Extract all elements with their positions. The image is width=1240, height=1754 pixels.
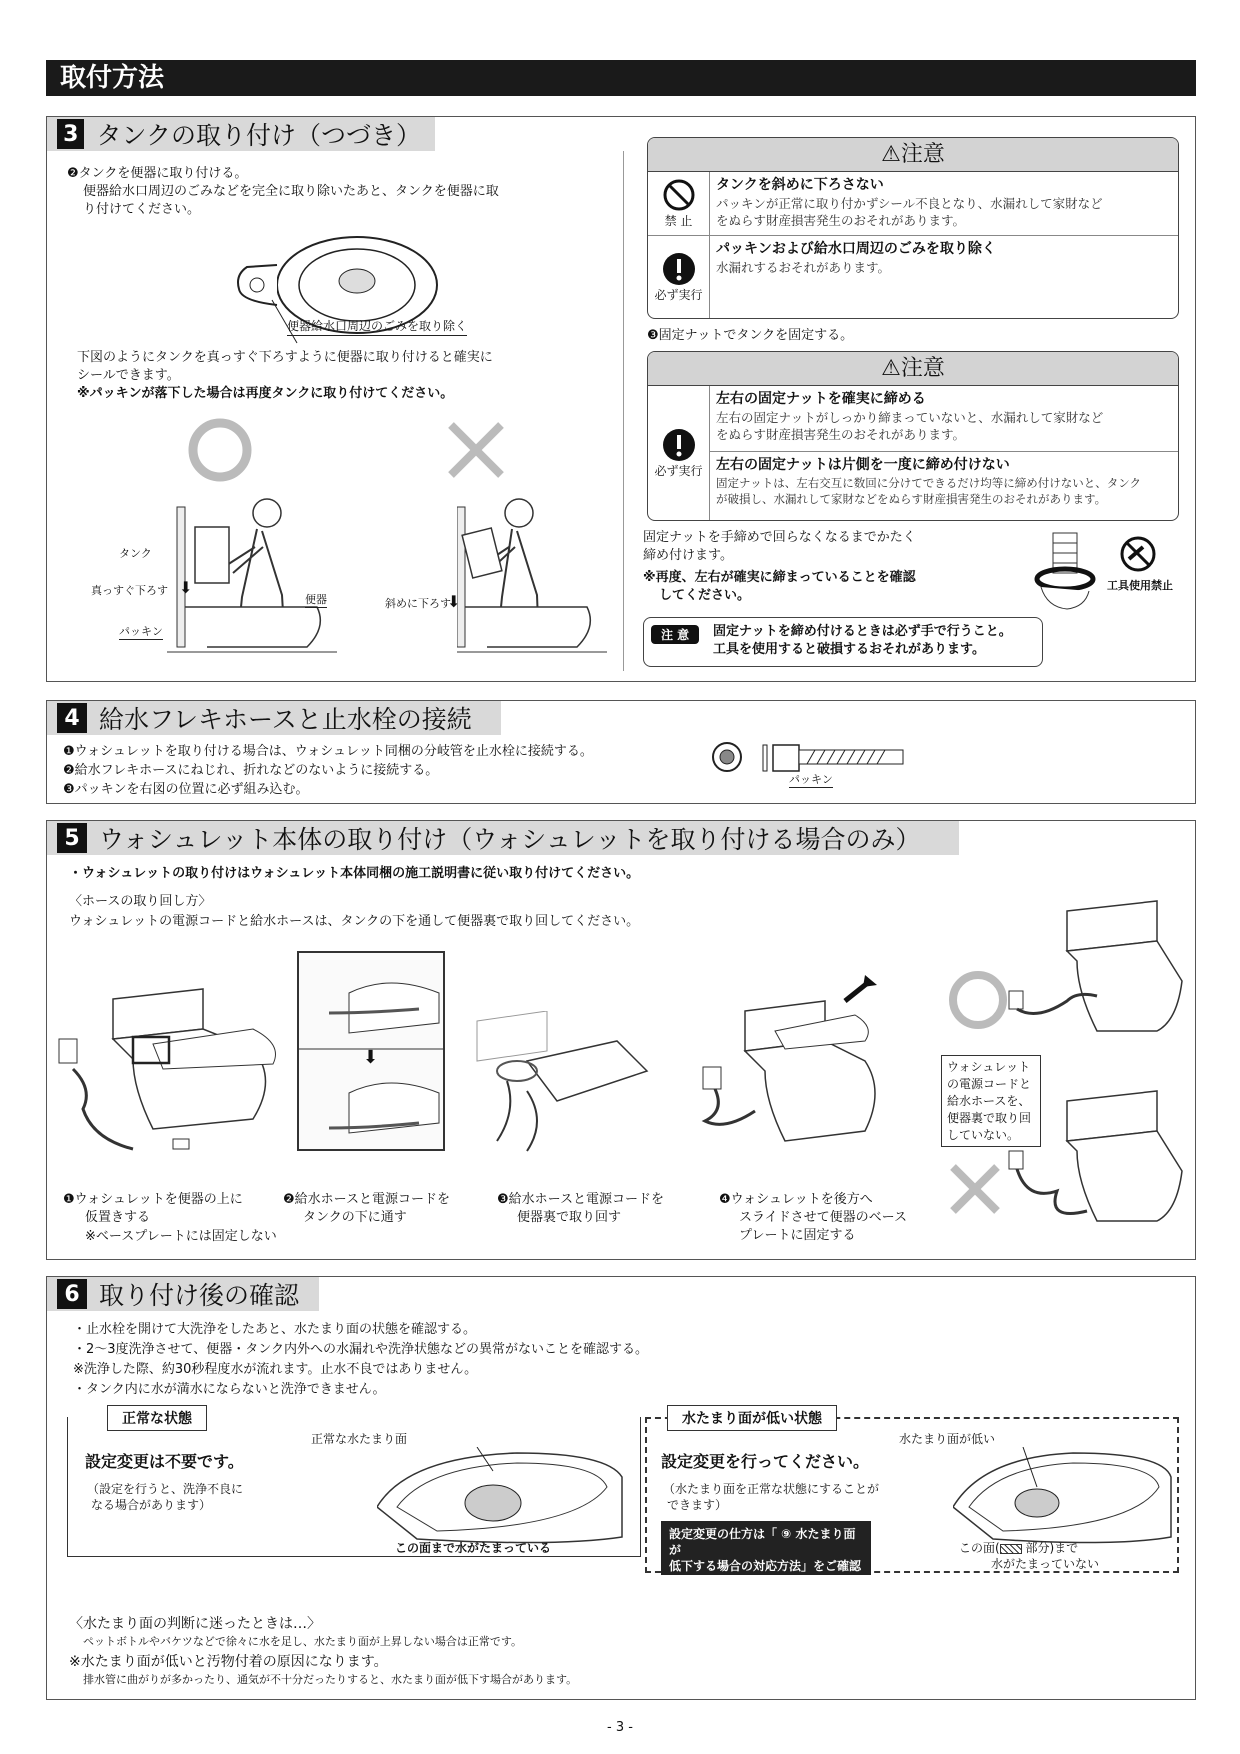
caution-icon-label: 必ず実行 bbox=[654, 287, 703, 302]
intro-text: ・ウォシュレットの取り付けはウォシュレット本体同梱の施工説明書に従い取り付けてください。 bbox=[69, 866, 640, 881]
step-caption: スライドさせて便器のベース bbox=[739, 1210, 907, 1225]
washlet-ok-figure bbox=[1007, 881, 1187, 1041]
caution-title: 左右の固定ナットを確実に締める bbox=[716, 391, 926, 407]
step-caption: ❹ウォシュレットを後方へ bbox=[719, 1192, 873, 1207]
no-tool-icon bbox=[1119, 535, 1157, 573]
figure-label: 水たまり面が低い bbox=[899, 1432, 996, 1446]
paragraph: 下図のようにタンクを真っすぐ下ろすように便器に取り付けると確実に bbox=[77, 350, 493, 365]
step-caption: ❷給水ホースと電源コードを bbox=[283, 1192, 451, 1207]
packing-label: パッキン bbox=[789, 773, 833, 786]
low-state-note: できます） bbox=[667, 1498, 728, 1512]
caution-header: ⚠注意 bbox=[648, 352, 1178, 386]
caution-title: 左右の固定ナットは片側を一度に締め付けない bbox=[716, 457, 1010, 473]
note-text: 固定ナットを締め付けるときは必ず手で行うこと。 bbox=[713, 624, 1012, 639]
section-number: 5 bbox=[57, 823, 87, 853]
footnote-heading: ※水たまり面が低いと汚物付着の原因になります。 bbox=[69, 1654, 388, 1670]
step-caption-note: ※ベースプレートには固定しない bbox=[85, 1229, 277, 1244]
footnote-heading: 〈水たまり面の判断に迷ったときは…〉 bbox=[69, 1616, 321, 1632]
footnote-text: ペットボトルやバケツなどで徐々に水を足し、水たまり面が上昇しない場合は正常です。 bbox=[83, 1635, 523, 1648]
normal-state-tag: 正常な状態 bbox=[107, 1405, 207, 1431]
check-line: ・タンク内に水が満水にならないと洗浄できません。 bbox=[73, 1382, 386, 1397]
list-item: ❸パッキンを右図の位置に必ず組み込む。 bbox=[63, 782, 309, 797]
caution-text: 水漏れするおそれがあります。 bbox=[716, 260, 891, 275]
section-number: 4 bbox=[57, 703, 87, 733]
down-arrow-icon: ⬇ bbox=[179, 578, 193, 597]
washlet-step-4-figure bbox=[695, 971, 895, 1161]
label-tank: タンク bbox=[119, 547, 152, 560]
caution-icon-cell bbox=[648, 172, 710, 235]
section-header bbox=[47, 821, 959, 855]
caution-text: をぬらす財産損害発生のおそれがあります。 bbox=[716, 213, 966, 228]
caution-header: ⚠注意 bbox=[648, 138, 1178, 172]
caution-text: 左右の固定ナットがしっかり締まっていないと、水漏れして家財など bbox=[716, 410, 1104, 425]
section-header bbox=[47, 117, 435, 151]
label-packing: パッキン bbox=[119, 625, 163, 638]
section-6 bbox=[46, 1276, 1196, 1700]
step-caption: ❸給水ホースと電源コードを bbox=[497, 1192, 665, 1207]
paragraph-note: ※パッキンが落下した場合は再度タンクに取り付けてください。 bbox=[77, 386, 454, 401]
page-title: 取付方法 bbox=[46, 60, 1196, 96]
settings-reference-box: 設定変更の仕方は「 ⑨ 水たまり面が 低下する場合の対応方法」をご確認く ださい。 bbox=[661, 1521, 871, 1575]
hose-body: ウォシュレットの電源コードと給水ホースは、タンクの下を通して便器裏で取り回してください。 bbox=[69, 914, 640, 929]
section-header bbox=[47, 1277, 319, 1311]
caution-box-1 bbox=[647, 137, 1179, 319]
prohibited-icon bbox=[662, 178, 696, 212]
footnote-text: 排水管に曲がりが多かったり、通気が不十分だったりすると、水たまり面が低下す場合があります。 bbox=[83, 1673, 578, 1686]
section-3 bbox=[46, 116, 1196, 682]
ng-cross-icon bbox=[443, 417, 509, 483]
ng-cross-icon bbox=[945, 1159, 1005, 1219]
caution-text: をぬらす財産損害発生のおそれがあります。 bbox=[716, 427, 966, 442]
ng-callout-text: していない。 bbox=[947, 1128, 1020, 1142]
check-line: ※洗浄した際、約30秒程度水が流れます。止水不良ではありません。 bbox=[73, 1362, 478, 1377]
step-caption: 仮置きする bbox=[85, 1210, 151, 1225]
section-title: 給水フレキホースと止水栓の接続 bbox=[99, 705, 472, 734]
washlet-step-3-figure bbox=[467, 1011, 657, 1161]
section-5 bbox=[46, 820, 1196, 1260]
nut-instruction: 固定ナットを手締めで回らなくなるまでかたく bbox=[643, 530, 916, 545]
ng-callout-text: 便器裏で取り回 bbox=[947, 1111, 1032, 1125]
section-title: 取り付け後の確認 bbox=[99, 1281, 300, 1310]
normal-state-note: なる場合があります） bbox=[91, 1498, 212, 1512]
check-line: ・2〜3度洗浄させて、便器・タンク内外への水漏れや洗浄状態などの異常がないことを確認する。 bbox=[73, 1342, 649, 1357]
low-state-heading: 設定変更を行ってください。 bbox=[661, 1452, 870, 1471]
ng-callout-text: ウォシュレット bbox=[947, 1060, 1031, 1074]
caution-box-2 bbox=[647, 351, 1179, 521]
caution-icon-label: 必ず実行 bbox=[654, 463, 703, 478]
step-2-body: 便器給水口周辺のごみなどを完全に取り除いたあと、タンクを便器に取 bbox=[83, 184, 499, 199]
caution-row bbox=[648, 172, 1178, 236]
list-item: ❷給水フレキホースにねじれ、折れなどのないように接続する。 bbox=[63, 763, 439, 778]
low-state-note: （水たまり面を正常な状態にすることが bbox=[663, 1482, 880, 1496]
ng-callout-text: 給水ホースを、 bbox=[947, 1094, 1031, 1108]
step-caption: 便器裏で取り回す bbox=[517, 1210, 622, 1225]
note-tag: 注 意 bbox=[651, 625, 699, 644]
no-tool-label: 工具使用禁止 bbox=[1107, 579, 1173, 592]
ng-callout-text: の電源コードと bbox=[947, 1077, 1032, 1091]
caution-text: パッキンが正常に取り付かずシール不良となり、水漏れして家財など bbox=[716, 196, 1103, 211]
label-straight-down: 真っすぐ下ろす bbox=[91, 584, 168, 597]
label-bowl: 便器 bbox=[305, 593, 327, 606]
step-3-title: ❸固定ナットでタンクを固定する。 bbox=[647, 328, 854, 343]
ok-circle-icon bbox=[947, 969, 1009, 1031]
diagonal-install-figure bbox=[457, 487, 607, 667]
check-line: ・止水栓を開けて大洗浄をしたあと、水たまり面の状態を確認する。 bbox=[73, 1322, 477, 1337]
step-2-title: ❷タンクを便器に取り付ける。 bbox=[67, 166, 248, 181]
washlet-step-2-drawing bbox=[299, 953, 443, 1149]
caution-row bbox=[648, 236, 1178, 318]
figure-label: この面まで水がたまっている bbox=[395, 1541, 552, 1555]
column-divider bbox=[623, 151, 624, 671]
washlet-ng-figure bbox=[1007, 1071, 1187, 1231]
section-title: ウォシュレット本体の取り付け（ウォシュレットを取り付ける場合のみ） bbox=[99, 825, 921, 854]
normal-water-level-figure bbox=[377, 1447, 627, 1547]
section-title: タンクの取り付け（つづき） bbox=[96, 121, 421, 150]
figure-label: 水がたまっていない bbox=[991, 1557, 1100, 1571]
page-number: - 3 - bbox=[607, 1720, 633, 1735]
paragraph: シールできます。 bbox=[77, 368, 180, 383]
label-diagonal-down: 斜めに下ろす bbox=[385, 597, 451, 610]
ok-circle-icon bbox=[187, 417, 253, 483]
step-2-body: り付けてください。 bbox=[83, 202, 201, 217]
hose-packing-figure bbox=[707, 737, 907, 777]
note-text: 工具を使用すると破損するおそれがあります。 bbox=[713, 642, 985, 657]
caution-title: タンクを斜めに下ろさない bbox=[716, 177, 884, 193]
nut-note: してください。 bbox=[659, 588, 751, 603]
washlet-step-1-figure bbox=[53, 969, 293, 1169]
normal-state-heading: 設定変更は不要です。 bbox=[85, 1452, 244, 1471]
svg-text:⬇: ⬇ bbox=[363, 1047, 379, 1068]
list-item: ❶ウォシュレットを取り付ける場合は、ウォシュレット同梱の分岐管を止水栓に接続する。 bbox=[63, 744, 593, 759]
caution-icon-cell bbox=[648, 236, 710, 318]
caution-title: パッキンおよび給水口周辺のごみを取り除く bbox=[716, 241, 996, 257]
nut-note: ※再度、左右が確実に締まっていることを確認 bbox=[643, 570, 916, 585]
step-caption: タンクの下に通す bbox=[303, 1210, 407, 1225]
mandatory-icon bbox=[662, 252, 696, 286]
figure-label: この面( 部分)まで bbox=[959, 1541, 1079, 1555]
step-caption: ❶ウォシュレットを便器の上に bbox=[63, 1192, 243, 1207]
section-4 bbox=[46, 700, 1196, 804]
down-arrow-icon: ⬇ bbox=[447, 592, 461, 611]
warning-icon: ⚠ bbox=[881, 356, 901, 381]
section-number: 3 bbox=[57, 119, 84, 149]
caution-text: 固定ナットは、左右交互に数回に分けてできるだけ均等に締め付けないと、タンク bbox=[716, 476, 1142, 490]
hand-tighten-figure bbox=[1027, 531, 1099, 613]
hose-heading: 〈ホースの取り回し方〉 bbox=[69, 894, 212, 909]
warning-icon: ⚠ bbox=[881, 142, 901, 167]
step-caption: プレートに固定する bbox=[739, 1228, 856, 1243]
caution-icon-cell bbox=[648, 386, 710, 520]
hatch-swatch-icon bbox=[1000, 1544, 1022, 1554]
low-state-tag: 水たまり面が低い状態 bbox=[667, 1405, 837, 1431]
straight-install-figure bbox=[167, 487, 337, 667]
nut-instruction: 締め付けます。 bbox=[643, 548, 733, 563]
caution-text: が破損し、水漏れして家財などをぬらす財産損害発生のおそれがあります。 bbox=[716, 492, 1107, 506]
caution-icon-label: 禁 止 bbox=[664, 214, 693, 228]
section-number: 6 bbox=[57, 1279, 87, 1309]
section-header bbox=[47, 701, 501, 735]
low-water-level-figure bbox=[953, 1447, 1173, 1547]
mandatory-icon bbox=[662, 428, 696, 462]
figure-label: 便器給水口周辺のごみを取り除く bbox=[287, 317, 467, 336]
normal-state-note: （設定を行うと、洗浄不良に bbox=[87, 1482, 244, 1496]
figure-label: 正常な水たまり面 bbox=[311, 1432, 408, 1446]
